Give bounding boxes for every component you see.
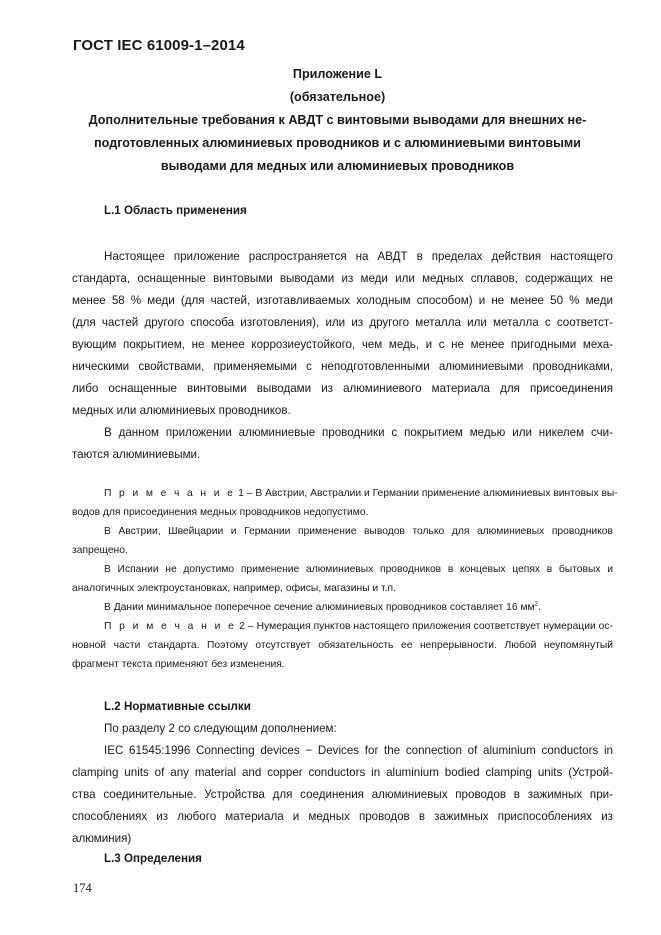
page-number: 174 bbox=[73, 881, 92, 895]
document-id: ГОСТ IEC 61009-1–2014 bbox=[73, 37, 245, 54]
text-line: Настоящее приложение распространяется на АВДТ в пределах действия настоящего bbox=[104, 250, 613, 263]
text-line: медных или алюминиевых проводников. bbox=[72, 404, 291, 417]
note-label: П р и м е ч а н и е bbox=[104, 621, 237, 632]
appendix-status: (обязательное) bbox=[289, 90, 386, 104]
text-line: IEC 61545:1996 Connecting devices − Devices for the connection of aluminium conductors in bbox=[104, 744, 613, 757]
text-line: алюминия) bbox=[72, 832, 132, 845]
note-text: 2 – Нумерация пунктов настоящего приложения соответствует нумерации ос- bbox=[236, 621, 613, 632]
appendix-subtitle-line: выводами для медных или алюминиевых проводников bbox=[160, 159, 515, 173]
note-line: водов для присоединения медных проводников недопустимо. bbox=[72, 507, 369, 518]
note-line bbox=[104, 487, 618, 500]
superscript: 2 bbox=[534, 601, 538, 608]
text-line: (для частей другого способа изготовления), или из другого металла или металла с соответст- bbox=[72, 316, 613, 329]
note-text: 1 – В Австрии, Австралии и Германии применение алюминиевых винтовых вы- bbox=[235, 488, 618, 499]
note-line: запрещено. bbox=[72, 545, 128, 556]
note-line: фрагмент текста применяют без изменения. bbox=[72, 659, 285, 670]
note-line: новной части стандарта. Поэтому отсутствует обязательность ее непрерывности. Любой неупомянутый bbox=[72, 640, 613, 651]
text-line: менее 58 % меди (для частей, изготавливаемых холодным способом) и не менее 50 % меди bbox=[72, 294, 613, 307]
text-line: ническими свойствами, применяемыми с неподготовленными алюминиевыми проводниками, bbox=[72, 360, 613, 373]
appendix-subtitle-line: подготовленных алюминиевых проводников и с алюминиевыми винтовыми bbox=[94, 136, 581, 150]
note-text: . bbox=[537, 602, 541, 613]
text-line: вующим покрытием, не менее коррозиеустойкого, чем медь, и с не менее пригодными меха- bbox=[72, 338, 613, 351]
note-line bbox=[104, 620, 613, 633]
text-line: В данном приложении алюминиевые проводники с покрытием медью или никелем счи- bbox=[104, 426, 613, 439]
section-l2-intro: По разделу 2 со следующим дополнением: bbox=[104, 722, 337, 735]
note-line: В Испании не допустимо применение алюминиевых проводников в концевых цепях в бытовых и bbox=[104, 564, 613, 575]
appendix-title: Приложение L bbox=[292, 67, 383, 81]
text-line: способлениях из любого материала и медных проводов в зажимных приспособлениях из bbox=[72, 810, 613, 823]
section-l2-heading: L.2 Нормативные ссылки bbox=[104, 700, 251, 713]
text-line: ства соединительные. Устройства для соединения алюминиевых проводов в зажимных при- bbox=[72, 788, 613, 801]
note-label: П р и м е ч а н и е bbox=[104, 488, 236, 499]
note-line: В Австрии, Швейцарии и Германии применение выводов только для алюминиевых проводников bbox=[104, 526, 613, 537]
section-l3-heading: L.3 Определения bbox=[104, 852, 202, 865]
note-line: аналогичных электроустановках, например, офисы, магазины и т.п. bbox=[72, 583, 396, 594]
appendix-subtitle-line: Дополнительные требования к АВДТ с винтовыми выводами для внешних не- bbox=[88, 113, 587, 127]
text-line: стандарта, оснащенные винтовыми выводами из меди или медных сплавов, содержащих не bbox=[72, 272, 613, 285]
section-l1-heading: L.1 Область применения bbox=[104, 204, 247, 217]
note-text: В Дании минимальное поперечное сечение алюминиевых проводников составляет 16 мм bbox=[104, 602, 535, 613]
text-line: clamping units of any material and copper conductors in aluminium bodied clamping units (Устрой- bbox=[72, 766, 613, 779]
text-line: либо оснащенные винтовыми выводами из алюминиевого материала для присоединения bbox=[72, 382, 613, 395]
text-line: таются алюминиевыми. bbox=[72, 448, 201, 461]
note-denmark bbox=[104, 601, 613, 614]
